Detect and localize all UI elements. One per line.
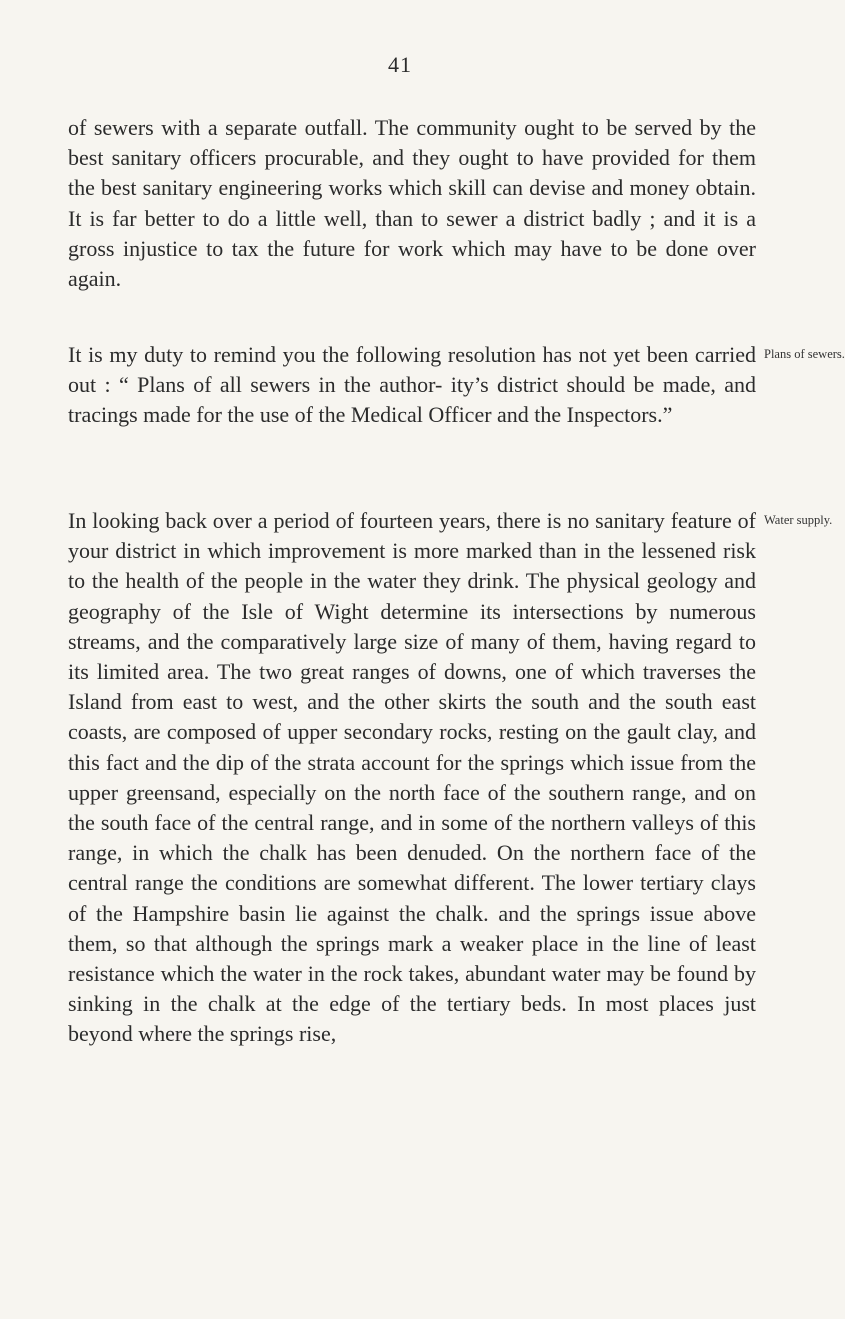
page-number: 41 <box>388 52 412 77</box>
margin-note-water-supply: Water supply. <box>764 513 833 527</box>
paragraph-sewers-outfall: of sewers with a separate outfall. The community ought to be served by the best sanitary officers procurable, and they ought to have provided for them the best sanitary engineering works which skill can devise and money obtain. It is far better to do a little well, than to sewer a district badly ; and it is a gross injustice to tax the future for work which may have to be done over again. <box>68 115 756 292</box>
margin-note-plans-of-sewers: Plans of sewers. <box>764 347 845 361</box>
paragraph-water-supply: In looking back over a period of fourteen years, there is no sanitary feature of your district in which improvement is more marked than in the lessened risk to the health of the people in the water they drink. The physical geology and geography of the Isle of Wight determine its intersections by numerous streams, and the comparatively large size of many of them, having regard to its limited area. The two great ranges of downs, one of which traverses the Island from east to west, and the other skirts the south and the south east coasts, are composed of upper secondary rocks, resting on the gault clay, and this fact and the dip of the strata account for the springs which issue from the upper greensand, especially on the north face of the southern range, and on the south face of the central range, and in some of the northern valleys of this range, in which the chalk has been denuded. On the northern face of the central range the conditions are somewhat different. The lower tertiary clays of the Hampshire basin lie against the chalk. and the springs issue above them, so that although the springs mark a weaker place in the line of least resistance which the water in the rock takes, abundant water may be found by sinking in the chalk at the edge of the tertiary beds. In most places just beyond where the springs rise, <box>68 508 756 1047</box>
paragraph-resolution: It is my duty to remind you the following resolution has not yet been carried out : “ Plans of all sewers in the author- ity’s district should be made, and tracings made for the use of the Medical Officer and the Inspectors.” <box>68 342 756 428</box>
